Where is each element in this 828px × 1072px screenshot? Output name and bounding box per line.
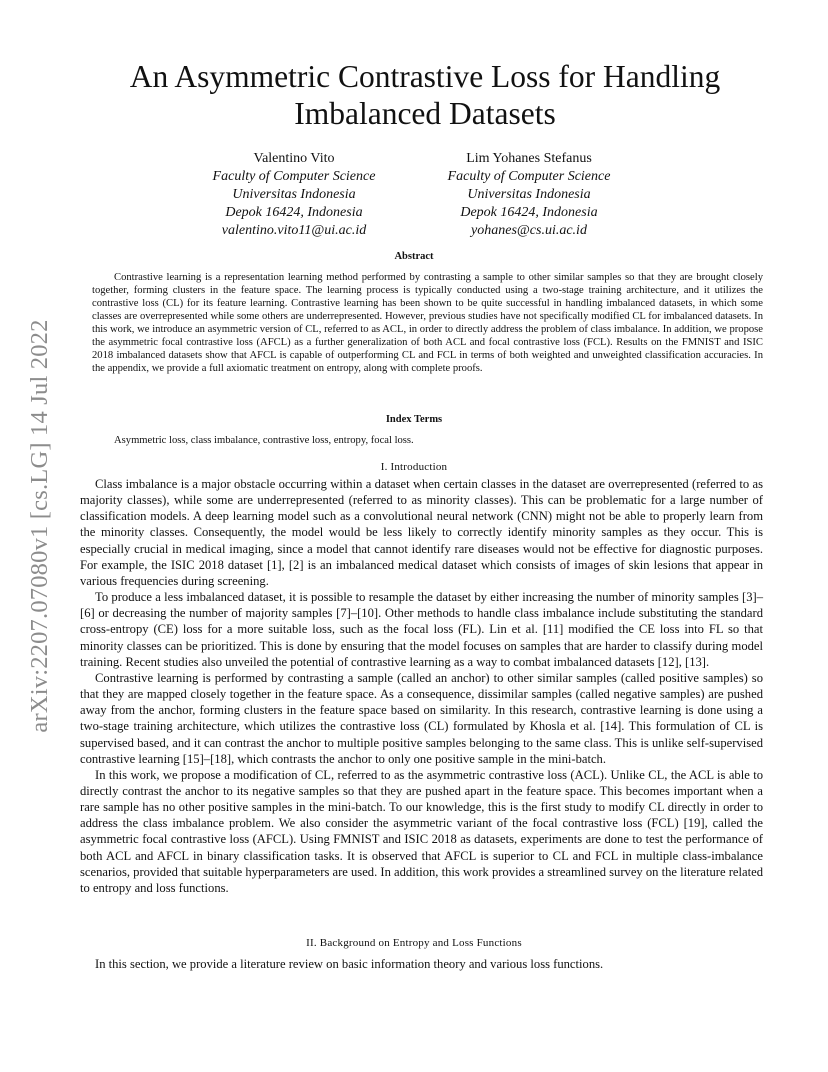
arxiv-id-label: arXiv:2207.07080v1 [cs.LG] 14 Jul 2022 bbox=[26, 319, 53, 733]
author-block-2 bbox=[414, 150, 644, 240]
background-paragraph-1: In this section, we provide a literature review on basic information theory and various loss functions. bbox=[95, 957, 604, 971]
index-terms-heading: Index Terms bbox=[385, 414, 443, 425]
title-line-2: Imbalanced Datasets bbox=[294, 96, 556, 131]
intro-paragraph-3: Contrastive learning is performed by contrasting a sample (called an anchor) to other similar samples (called positive samples) so that they are mapped closely together in the feature space. As a consequence, dissimilar samples (called negative samples) are pushed away from the anchor, forming clusters in the feature space based on similarity. In this research, contrastive learning is done using a two-stage training architecture, which utilizes the contrastive loss (CL) formulated by Khosla et al. [14]. This formulation of CL is supervised based, and it can contrast the anchor to multiple positive samples belonging to the same class. This is unlike self-supervised contrastive learning [15]–[18], which contrasts the anchor to only one positive sample in the mini-batch. bbox=[80, 670, 763, 766]
index-terms-text: Asymmetric loss, class imbalance, contrastive loss, entropy, focal loss. bbox=[114, 435, 414, 446]
abstract-heading: Abstract bbox=[394, 251, 434, 262]
intro-paragraph-4: In this work, we propose a modification of CL, referred to as the asymmetric contrastive loss (ACL). Unlike CL, the ACL is able to directly contrast the anchor to its negative samples so that they are pushed apart in the feature space. This becomes important when a rare sample has no other positive samples in the mini-batch. To our knowledge, this is the first study to modify CL directly in order to address the class imbalance problem. We also consider the asymmetric variant of the focal contrastive loss (FCL) [19], called the asymmetric focal contrastive loss (AFCL). Using FMNIST and ISIC 2018 as datasets, experiments are done to test the performance of both ACL and AFCL in binary classification tasks. It is observed that AFCL is superior to CL and FCL in multiple class-imbalance scenarios, provided that suitable hyperparameters are used. In addition, this work provides a streamlined survey on the literature related to entropy and loss functions. bbox=[80, 767, 763, 895]
author-name: Valentino Vito bbox=[253, 151, 335, 166]
author-university: Universitas Indonesia bbox=[467, 187, 591, 202]
author-email: yohanes@cs.ui.ac.id bbox=[471, 223, 587, 238]
author-university: Universitas Indonesia bbox=[232, 187, 356, 202]
intro-paragraph-1: Class imbalance is a major obstacle occurring within a dataset when certain classes in the dataset are overrepresented (referred to as majority classes), while some are underrepresented (referred to as minority classes). This can be problematic for a large number of classification models. A deep learning model such as a convolutional neural network (CNN) might not be able to properly learn from the minority classes. Consequently, the model would be less likely to correctly identify minority samples as they occur. This is especially crucial in medical imaging, since a model that cannot identify rare diseases would not be effective for diagnostic purposes. For example, the ISIC 2018 dataset [1], [2] is an imbalanced medical dataset which consists of images of skin lesions that appear in various frequencies during screening. bbox=[80, 477, 763, 588]
section-2-body bbox=[80, 956, 763, 972]
author-address: Depok 16424, Indonesia bbox=[460, 205, 598, 220]
section-1-heading: I. Introduction bbox=[380, 461, 448, 473]
intro-paragraph-2: To produce a less imbalanced dataset, it is possible to resample the dataset by either increasing the number of minority samples [3]–[6] or decreasing the number of majority samples [7]–[10]. Other methods to handle class imbalance include substituting the standard cross-entropy (CE) loss for a more suitable loss, such as the focal loss (FL). Lin et al. [11] modified the CE loss into FL so that minority classes can be prioritized. This is done by ensuring that the model focuses on samples that are harder to classify during model training. Recent studies also unveiled the potential of contrastive learning as a way to combat imbalanced datasets [12], [13]. bbox=[80, 590, 763, 669]
abstract-text: Contrastive learning is a representation learning method performed by contrasting a sample to other similar samples so that they are brought closely together, forming clusters in the feature space. The learning process is typically conducted using a two-stage training architecture, and it utilizes the contrastive loss (CL) for its feature learning. Contrastive learning has been shown to be quite successful in handling imbalanced datasets, in which some classes are overrepresented while some others are underrepresented. However, previous studies have not specifically modified CL for imbalanced datasets. In this work, we introduce an asymmetric version of CL, referred to as ACL, in order to directly address the problem of class imbalance. In addition, we propose the asymmetric focal contrastive loss (AFCL) as a further generalization of both ACL and focal contrastive loss (FCL). Results on the FMNIST and ISIC 2018 imbalanced datasets show that AFCL is capable of outperforming CL and FCL in terms of both weighted and unweighted classification accuracies. In the appendix, we provide a full axiomatic treatment on entropy, along with complete proofs. bbox=[92, 272, 763, 374]
author-name: Lim Yohanes Stefanus bbox=[466, 151, 592, 166]
author-block-1 bbox=[179, 150, 409, 240]
section-1-body bbox=[80, 476, 763, 896]
title-line-1: An Asymmetric Contrastive Loss for Handling bbox=[129, 59, 721, 94]
author-affiliation: Faculty of Computer Science bbox=[212, 169, 376, 184]
author-address: Depok 16424, Indonesia bbox=[225, 205, 363, 220]
arxiv-watermark bbox=[26, 296, 54, 756]
author-email: valentino.vito11@ui.ac.id bbox=[221, 223, 367, 238]
author-affiliation: Faculty of Computer Science bbox=[447, 169, 611, 184]
paper-title bbox=[80, 58, 770, 132]
section-2-heading: II. Background on Entropy and Loss Functions bbox=[306, 937, 522, 949]
